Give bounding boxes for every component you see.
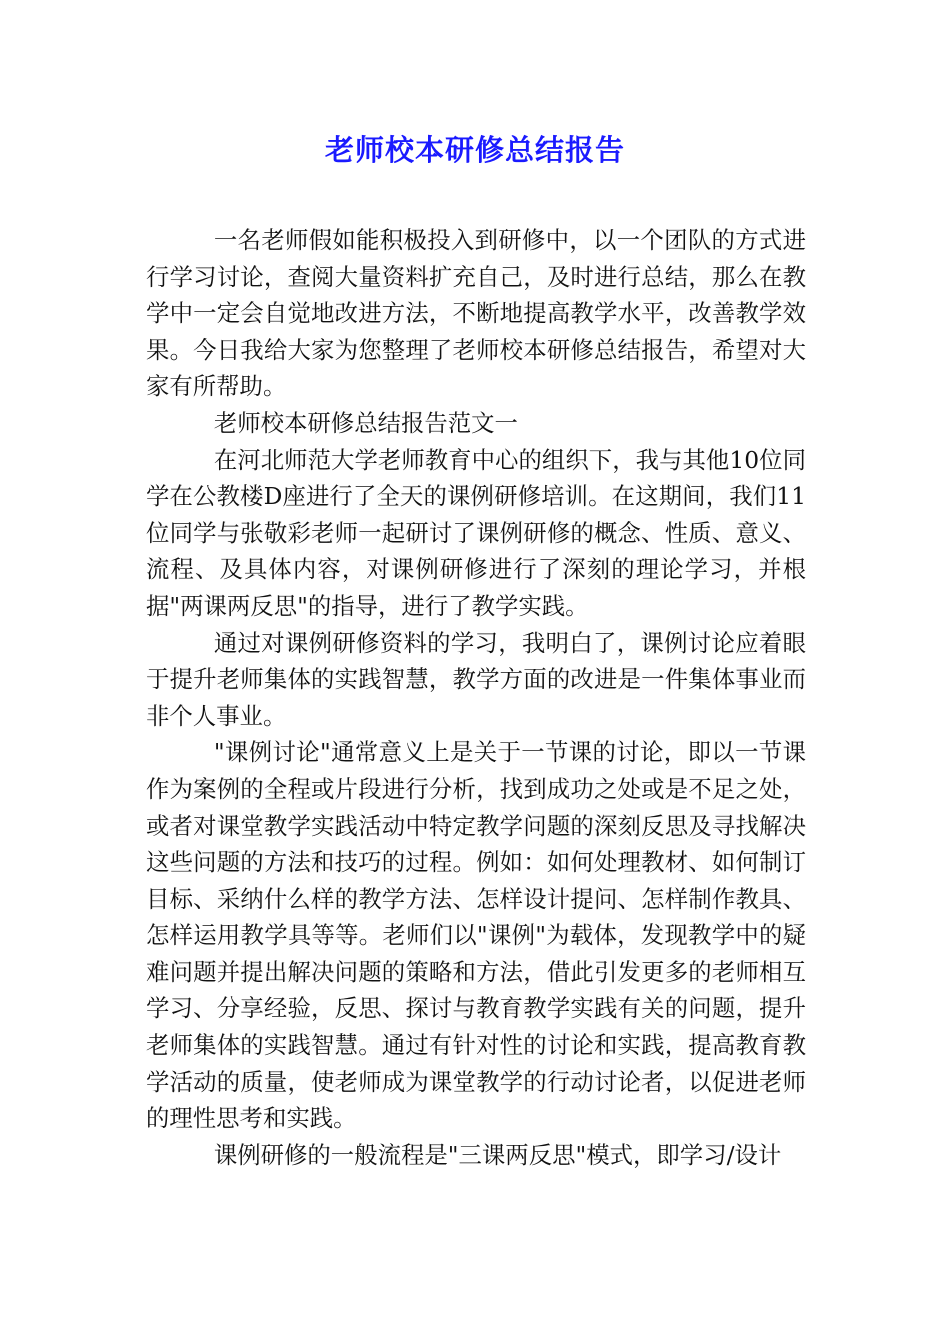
intro-paragraph: 一名老师假如能积极投入到研修中，以一个团队的方式进行学习讨论，查阅大量资料扩充自己，及时进行总结，那么在教学中一定会自觉地改进方法，不断地提高教学水平，改善教学效果。今日我给大家为您整理了老师校本研修总结报告，希望对大家有所帮助。 <box>146 226 806 401</box>
body-paragraph: 通过对课例研修资料的学习，我明白了，课例讨论应着眼于提升老师集体的实践智慧，教学方面的改进是一件集体事业而非个人事业。 <box>146 628 806 730</box>
body-paragraph: 在河北师范大学老师教育中心的组织下，我与其他10位同学在公教楼D座进行了全天的课例研修培训。在这期间，我们11位同学与张敬彩老师一起研讨了课例研修的概念、性质、意义、流程、及具体内容，对课例研修进行了深刻的理论学习，并根据"两课两反思"的指导，进行了教学实践。 <box>146 445 806 620</box>
document-body <box>146 222 806 1173</box>
section-heading: 老师校本研修总结报告范文一 <box>213 408 518 437</box>
document-title: 老师校本研修总结报告 <box>324 133 625 167</box>
body-paragraph: "课例讨论"通常意义上是关于一节课的讨论，即以一节课作为案例的全程或片段进行分析，找到成功之处或是不足之处，或者对课堂教学实践活动中特定教学问题的深刻反思及寻找解决这些问题的方法和技巧的过程。例如：如何处理教材、如何制订目标、采纳什么样的教学方法、怎样设计提问、怎样制作教具、怎样运用教学具等等。老师们以"课例"为载体，发现教学中的疑难问题并提出解决问题的策略和方法，借此引发更多的老师相互学习、分享经验，反思、探讨与教育教学实践有关的问题，提升老师集体的实践智慧。通过有针对性的讨论和实践，提高教育教学活动的质量，使老师成为课堂教学的行动讨论者，以促进老师的理性思考和实践。 <box>146 738 806 1133</box>
body-paragraph: 课例研修的一般流程是"三课两反思"模式，即学习/设计 <box>213 1140 782 1169</box>
